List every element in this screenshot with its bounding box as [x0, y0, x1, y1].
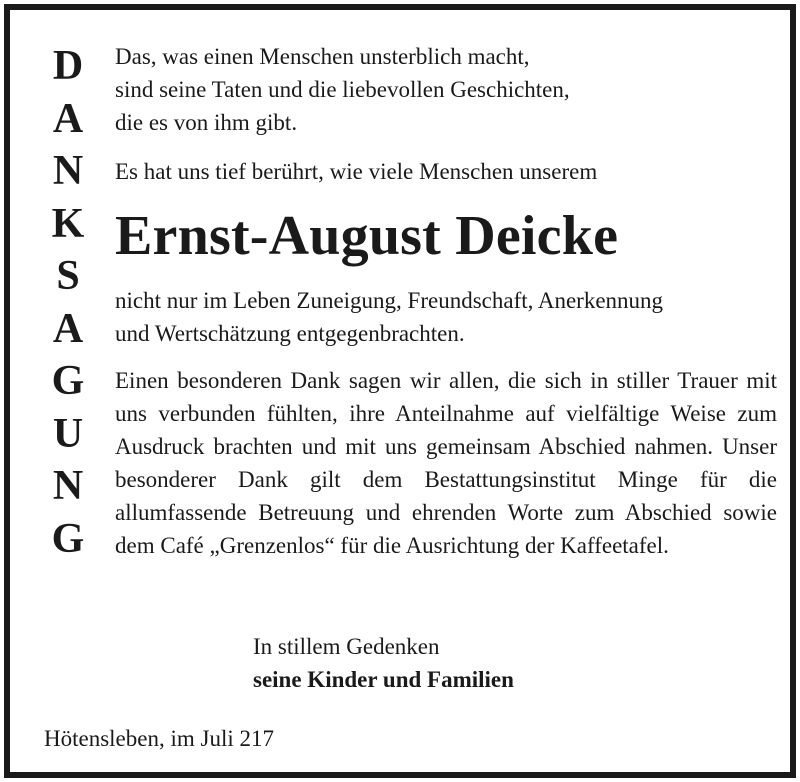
thanks-paragraph-1: [115, 284, 777, 350]
thanks-paragraph-2: Einen besonderen Dank sagen wir allen, die sich in stiller Trauer mit uns verbunden fühlten, ihre Anteilnahme auf vielfältige Weise zum Ausdruck brachten und mit uns gemeinsam Abschied nahmen. Unser besonderer Dank gilt dem Bestattungsinstitut Minge für die allumfassende Betreuung und ehrenden Worte zum Abschied sowie dem Café „Grenzenlos“ für die Ausrichtung der Kaffeetafel.: [115, 368, 777, 558]
title-letter: S: [56, 253, 80, 299]
thanks-line: nicht nur im Leben Zuneigung, Freundschaft, Anerkennung: [115, 288, 664, 313]
title-letter: A: [52, 95, 84, 142]
title-letter: D: [52, 43, 84, 89]
deceased-name: Ernst-August Deicke: [115, 205, 619, 267]
notice-body: [115, 40, 777, 562]
quote-line: sind seine Taten und die liebevollen Geschichten,: [115, 77, 570, 102]
place-and-date: Hötensleben, im Juli 217: [44, 726, 274, 751]
signature-line-2: seine Kinder und Familien: [253, 667, 514, 692]
thanks-line: und Wertschätzung entgegenbrachten.: [115, 321, 465, 346]
title-letter: G: [51, 358, 85, 404]
title-letter: N: [52, 463, 84, 509]
intro-text: Es hat uns tief berührt, wie viele Menschen unserem: [115, 159, 598, 184]
vertical-title-danksagung: [46, 40, 90, 565]
quote-line: Das, was einen Menschen unsterblich macht,: [115, 44, 530, 69]
notice-frame: [4, 4, 796, 778]
title-letter: N: [52, 148, 84, 194]
title-letter: A: [52, 305, 84, 352]
memorial-quote: [115, 40, 777, 139]
title-letter: G: [51, 515, 85, 562]
signature-block: [253, 630, 514, 696]
signature-line-1: In stillem Gedenken: [253, 634, 440, 659]
quote-line: die es von ihm gibt.: [115, 110, 298, 135]
title-letter: U: [52, 410, 84, 457]
title-letter: K: [51, 200, 85, 247]
